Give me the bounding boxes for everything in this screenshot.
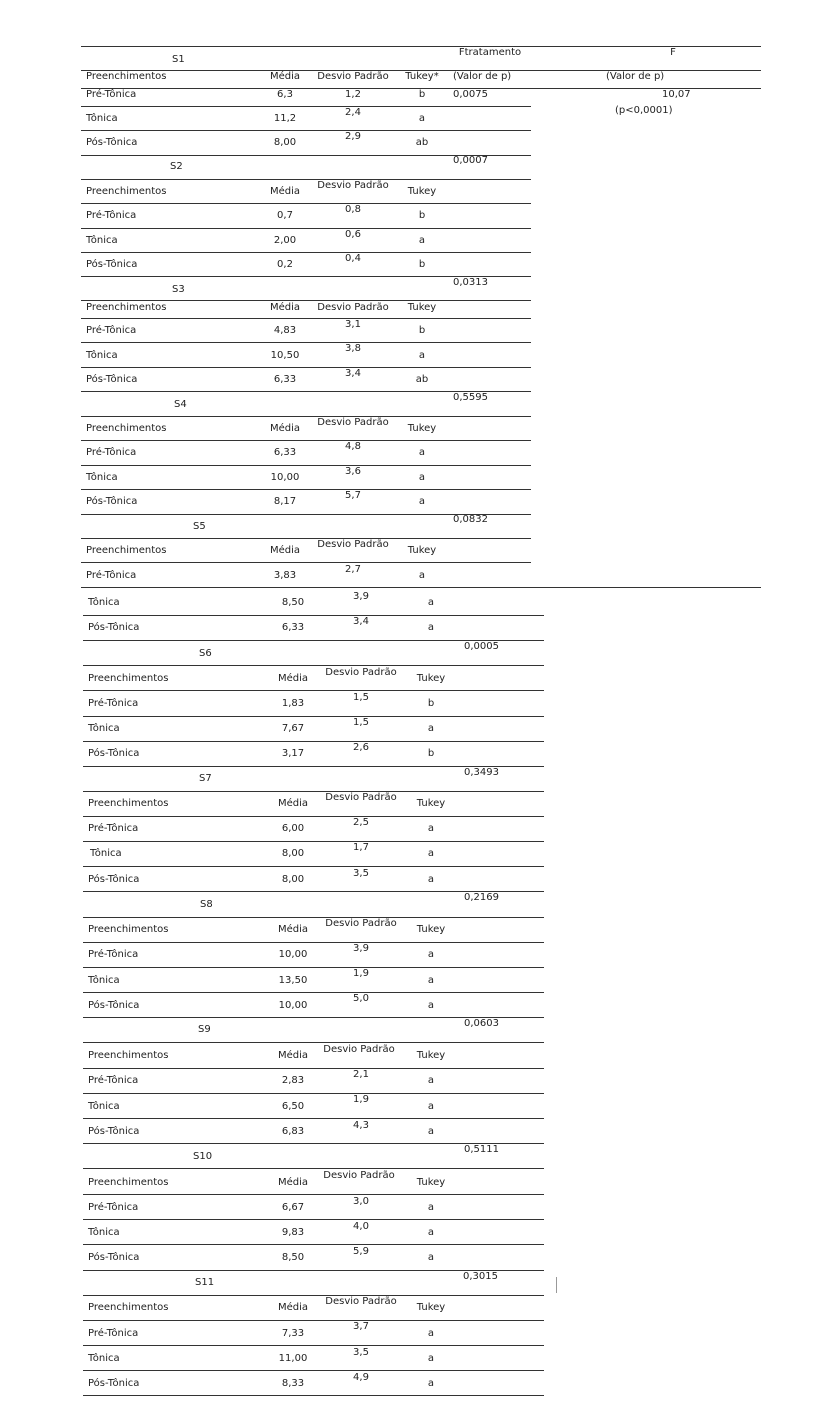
section-title: S8	[200, 899, 213, 910]
row-desvio: 4,8	[345, 441, 361, 452]
page-break-rule	[81, 587, 761, 588]
section-rule	[81, 538, 531, 539]
row-media: 8,50	[281, 597, 305, 608]
row-label: Pós-Tônica	[88, 1378, 140, 1389]
valor-p-label-f: (Valor de p)	[606, 71, 665, 82]
row-media: 0,2	[277, 259, 293, 270]
row-tukey: b	[427, 698, 435, 709]
col-header-tukey: Tukey	[407, 186, 437, 197]
row-tukey: b	[418, 210, 426, 221]
row-tukey: b	[418, 325, 426, 336]
header-rule	[81, 562, 531, 563]
row-tukey: a	[427, 1252, 435, 1263]
row-desvio: 4,3	[353, 1120, 369, 1131]
row-label: Tônica	[86, 472, 118, 483]
row-desvio: 3,7	[353, 1321, 369, 1332]
section-title: S10	[193, 1151, 213, 1162]
row-tukey: a	[427, 1101, 435, 1112]
row-media: 8,00	[281, 874, 305, 885]
row-desvio: 2,5	[353, 817, 369, 828]
header-rule	[83, 1194, 544, 1195]
col-header-media: Média	[277, 924, 309, 935]
col-header-tukey: Tukey	[407, 545, 437, 556]
row-tukey: a	[418, 472, 426, 483]
row-media: 3,17	[281, 748, 305, 759]
col-header-preenchimentos: Preenchimentos	[88, 1177, 169, 1188]
row-label: Tônica	[86, 350, 118, 361]
row-media: 8,17	[273, 496, 297, 507]
header-rule	[83, 816, 544, 817]
row-media: 10,00	[278, 949, 308, 960]
row-desvio: 3,0	[353, 1196, 369, 1207]
section-title: S9	[198, 1024, 211, 1035]
row-media: 0,7	[277, 210, 293, 221]
row-media: 6,83	[281, 1126, 305, 1137]
section-title: S6	[199, 648, 212, 659]
row-label: Pré-Tônica	[86, 325, 137, 336]
row-rule	[81, 252, 531, 253]
row-tukey: a	[418, 350, 426, 361]
row-tukey: a	[427, 848, 435, 859]
row-label: Pós-Tônica	[86, 374, 138, 385]
col-header-tukey: Tukey	[407, 302, 437, 313]
f-header: F	[670, 47, 676, 58]
col-header-media: Média	[277, 1302, 309, 1313]
col-header-preenchimentos: Preenchimentos	[86, 302, 167, 313]
row-label: Tônica	[88, 1353, 120, 1364]
row-media: 6,50	[281, 1101, 305, 1112]
col-header-media: Média	[269, 423, 301, 434]
p-value: 0,3015	[463, 1271, 498, 1282]
row-media: 6,33	[281, 622, 305, 633]
row-desvio: 2,6	[353, 742, 369, 753]
row-tukey: a	[427, 723, 435, 734]
row-media: 7,67	[281, 723, 305, 734]
col-header-preenchimentos: Preenchimentos	[86, 186, 167, 197]
row-desvio: 2,9	[345, 131, 361, 142]
row-tukey: a	[418, 235, 426, 246]
row-desvio: 1,5	[353, 717, 369, 728]
col-header-media: Média	[277, 1177, 309, 1188]
p-value: 0,0075	[453, 89, 488, 100]
row-rule	[81, 228, 531, 229]
row-label: Pós-Tônica	[88, 748, 140, 759]
row-media: 6,33	[273, 374, 297, 385]
row-desvio: 2,7	[345, 564, 361, 575]
row-rule	[81, 367, 531, 368]
row-desvio: 0,8	[345, 204, 361, 215]
col-header-tukey: Tukey	[416, 1050, 446, 1061]
col-header-desvio: Desvio Padrão	[325, 1296, 397, 1307]
f-value: 10,07	[662, 89, 691, 100]
row-desvio: 3,8	[345, 343, 361, 354]
p-value: 0,0603	[464, 1018, 499, 1029]
col-header-desvio: Desvio Padrão	[317, 71, 389, 82]
header-rule	[83, 942, 544, 943]
row-label: Pós-Tônica	[88, 874, 140, 885]
section-title: S4	[174, 399, 187, 410]
col-header-desvio: Desvio Padrão	[317, 417, 389, 428]
col-header-tukey: Tukey	[416, 673, 446, 684]
row-desvio: 3,5	[353, 1347, 369, 1358]
row-media: 10,00	[270, 472, 300, 483]
row-rule	[81, 130, 531, 131]
header-rule	[83, 690, 544, 691]
col-header-media: Média	[269, 71, 301, 82]
row-label: Pós-Tônica	[88, 1000, 140, 1011]
col-header-preenchimentos: Preenchimentos	[86, 71, 167, 82]
row-media: 2,00	[273, 235, 297, 246]
row-desvio: 1,9	[353, 1094, 369, 1105]
section-rule	[83, 791, 544, 792]
row-media: 10,50	[270, 350, 300, 361]
row-tukey: a	[418, 570, 426, 581]
row-desvio: 2,1	[353, 1069, 369, 1080]
row-label: Pré-Tônica	[88, 1075, 139, 1086]
row-media: 6,33	[273, 447, 297, 458]
row-desvio: 0,6	[345, 229, 361, 240]
p-value: 0,2169	[464, 892, 499, 903]
p-value: 0,5595	[453, 392, 488, 403]
p-value: 0,0832	[453, 514, 488, 525]
row-desvio: 1,9	[353, 968, 369, 979]
p-value: 0,0313	[453, 277, 488, 288]
row-label: Tônica	[88, 1101, 120, 1112]
row-media: 13,50	[278, 975, 308, 986]
section-rule	[81, 416, 531, 417]
row-tukey: a	[418, 447, 426, 458]
col-header-preenchimentos: Preenchimentos	[88, 1302, 169, 1313]
row-label: Pré-Tônica	[88, 823, 139, 834]
col-header-desvio: Desvio Padrão	[323, 1170, 395, 1181]
row-tukey: a	[418, 496, 426, 507]
row-label: Tônica	[88, 975, 120, 986]
row-desvio: 4,9	[353, 1372, 369, 1383]
row-label: Pós-Tônica	[86, 137, 138, 148]
row-media: 6,00	[281, 823, 305, 834]
section-title: S5	[193, 521, 206, 532]
f-p-value: (p<0,0001)	[615, 105, 673, 116]
row-label: Tônica	[88, 1227, 120, 1238]
row-rule	[83, 741, 544, 742]
row-label: Tônica	[88, 723, 120, 734]
row-tukey: a	[427, 1378, 435, 1389]
row-tukey: a	[427, 1353, 435, 1364]
col-header-preenchimentos: Preenchimentos	[88, 924, 169, 935]
section-rule	[83, 1295, 544, 1296]
row-desvio: 5,7	[345, 490, 361, 501]
row-media: 7,33	[281, 1328, 305, 1339]
cursor-mark	[556, 1277, 557, 1293]
row-label: Pré-Tônica	[88, 1202, 139, 1213]
col-header-desvio: Desvio Padrão	[317, 180, 389, 191]
row-label: Tônica	[86, 113, 118, 124]
section-rule	[81, 179, 531, 180]
col-header-preenchimentos: Preenchimentos	[88, 673, 169, 684]
row-tukey: a	[427, 1126, 435, 1137]
row-rule	[81, 342, 531, 343]
row-desvio: 1,5	[353, 692, 369, 703]
row-label: Tônica	[90, 848, 122, 859]
col-header-preenchimentos: Preenchimentos	[88, 798, 169, 809]
row-tukey: a	[427, 874, 435, 885]
row-desvio: 3,1	[345, 319, 361, 330]
section-title: S1	[172, 54, 185, 65]
section-rule	[83, 1168, 544, 1169]
row-media: 8,00	[281, 848, 305, 859]
row-desvio: 4,0	[353, 1221, 369, 1232]
p-value: 0,0005	[464, 641, 499, 652]
row-tukey: b	[418, 89, 426, 100]
row-media: 2,83	[281, 1075, 305, 1086]
row-tukey: ab	[415, 137, 429, 148]
row-media: 4,83	[273, 325, 297, 336]
section-title: S2	[170, 161, 183, 172]
row-label: Pré-Tônica	[86, 210, 137, 221]
section-title: S3	[172, 284, 185, 295]
row-rule	[81, 489, 531, 490]
section-rule	[81, 300, 531, 301]
row-media: 11,2	[273, 113, 297, 124]
row-label: Pós-Tônica	[86, 259, 138, 270]
row-label: Pré-Tônica	[88, 949, 139, 960]
col-header-desvio: Desvio Padrão	[325, 918, 397, 929]
row-rule	[83, 866, 544, 867]
col-header-preenchimentos: Preenchimentos	[88, 1050, 169, 1061]
row-label: Pré-Tônica	[86, 89, 137, 100]
section-title: S7	[199, 773, 212, 784]
row-desvio: 3,4	[345, 368, 361, 379]
row-desvio: 3,4	[353, 616, 369, 627]
section-rule	[83, 665, 544, 666]
row-media: 3,83	[273, 570, 297, 581]
col-header-desvio: Desvio Padrão	[323, 1044, 395, 1055]
row-media: 11,00	[278, 1353, 308, 1364]
header-rule	[83, 1068, 544, 1069]
row-desvio: 3,9	[353, 591, 369, 602]
row-rule	[83, 1244, 544, 1245]
row-media: 8,50	[281, 1252, 305, 1263]
row-desvio: 1,2	[345, 89, 361, 100]
row-rule	[83, 716, 544, 717]
row-rule	[83, 967, 544, 968]
p-value: 0,3493	[464, 767, 499, 778]
row-label: Tônica	[86, 235, 118, 246]
ftratamento-header: Ftratamento	[458, 47, 522, 58]
row-tukey: a	[427, 622, 435, 633]
col-header-preenchimentos: Preenchimentos	[86, 545, 167, 556]
col-header-tukey: Tukey	[407, 423, 437, 434]
row-rule	[83, 841, 544, 842]
row-label: Pós-Tônica	[88, 1126, 140, 1137]
row-label: Pré-Tônica	[86, 447, 137, 458]
row-label: Pós-Tônica	[88, 622, 140, 633]
col-header-media: Média	[277, 1050, 309, 1061]
row-tukey: a	[418, 113, 426, 124]
row-desvio: 2,4	[345, 107, 361, 118]
row-media: 6,67	[281, 1202, 305, 1213]
row-media: 8,33	[281, 1378, 305, 1389]
col-header-tukey: Tukey	[416, 1177, 446, 1188]
row-tukey: a	[427, 1202, 435, 1213]
row-tukey: a	[427, 1227, 435, 1238]
col-header-tukey: Tukey	[416, 924, 446, 935]
col-header-media: Média	[269, 545, 301, 556]
valor-p-label: (Valor de p)	[453, 71, 512, 82]
row-label: Pós-Tônica	[86, 496, 138, 507]
header-rule	[81, 440, 531, 441]
p-value: 0,0007	[453, 155, 488, 166]
row-tukey: a	[427, 1000, 435, 1011]
row-desvio: 3,6	[345, 466, 361, 477]
row-tukey: a	[427, 975, 435, 986]
row-rule	[83, 1118, 544, 1119]
row-label: Tônica	[88, 597, 120, 608]
row-media: 6,3	[277, 89, 293, 100]
row-tukey: b	[427, 748, 435, 759]
row-desvio: 5,9	[353, 1246, 369, 1257]
row-desvio: 3,5	[353, 868, 369, 879]
row-label: Pré-Tônica	[88, 1328, 139, 1339]
row-rule	[83, 992, 544, 993]
col-header-tukey: Tukey	[416, 798, 446, 809]
col-header-media: Média	[269, 302, 301, 313]
section-rule	[83, 1042, 544, 1043]
col-header-media: Média	[269, 186, 301, 197]
row-label: Pré-Tônica	[86, 570, 137, 581]
header-rule	[81, 203, 531, 204]
row-rule	[81, 465, 531, 466]
col-header-tukey: Tukey	[416, 1302, 446, 1313]
p-value: 0,5111	[464, 1144, 499, 1155]
row-tukey: a	[427, 823, 435, 834]
row-desvio: 0,4	[345, 253, 361, 264]
col-header-tukey: Tukey*	[405, 71, 439, 82]
table-bottom-rule	[83, 1395, 544, 1396]
row-media: 1,83	[281, 698, 305, 709]
row-tukey: a	[427, 597, 435, 608]
row-media: 8,00	[273, 137, 297, 148]
col-header-desvio: Desvio Padrão	[317, 539, 389, 550]
row-rule	[83, 1345, 544, 1346]
row-tukey: a	[427, 1075, 435, 1086]
col-header-media: Média	[277, 673, 309, 684]
row-media: 9,83	[281, 1227, 305, 1238]
row-rule	[83, 1219, 544, 1220]
row-media: 10,00	[278, 1000, 308, 1011]
row-label: Pré-Tônica	[88, 698, 139, 709]
col-header-desvio: Desvio Padrão	[325, 792, 397, 803]
row-desvio: 5,0	[353, 993, 369, 1004]
row-desvio: 1,7	[353, 842, 369, 853]
section-title: S11	[195, 1277, 215, 1288]
col-header-desvio: Desvio Padrão	[317, 302, 389, 313]
col-header-desvio: Desvio Padrão	[325, 667, 397, 678]
section-rule	[83, 917, 544, 918]
row-rule	[83, 1093, 544, 1094]
row-tukey: ab	[415, 374, 429, 385]
row-label: Pós-Tônica	[88, 1252, 140, 1263]
header-rule	[81, 318, 531, 319]
row-tukey: a	[427, 949, 435, 960]
col-header-preenchimentos: Preenchimentos	[86, 423, 167, 434]
row-tukey: b	[418, 259, 426, 270]
row-desvio: 3,9	[353, 943, 369, 954]
row-rule	[83, 615, 544, 616]
header-rule	[83, 1320, 544, 1321]
row-rule	[83, 1370, 544, 1371]
col-header-media: Média	[277, 798, 309, 809]
row-tukey: a	[427, 1328, 435, 1339]
row-rule	[81, 106, 531, 107]
